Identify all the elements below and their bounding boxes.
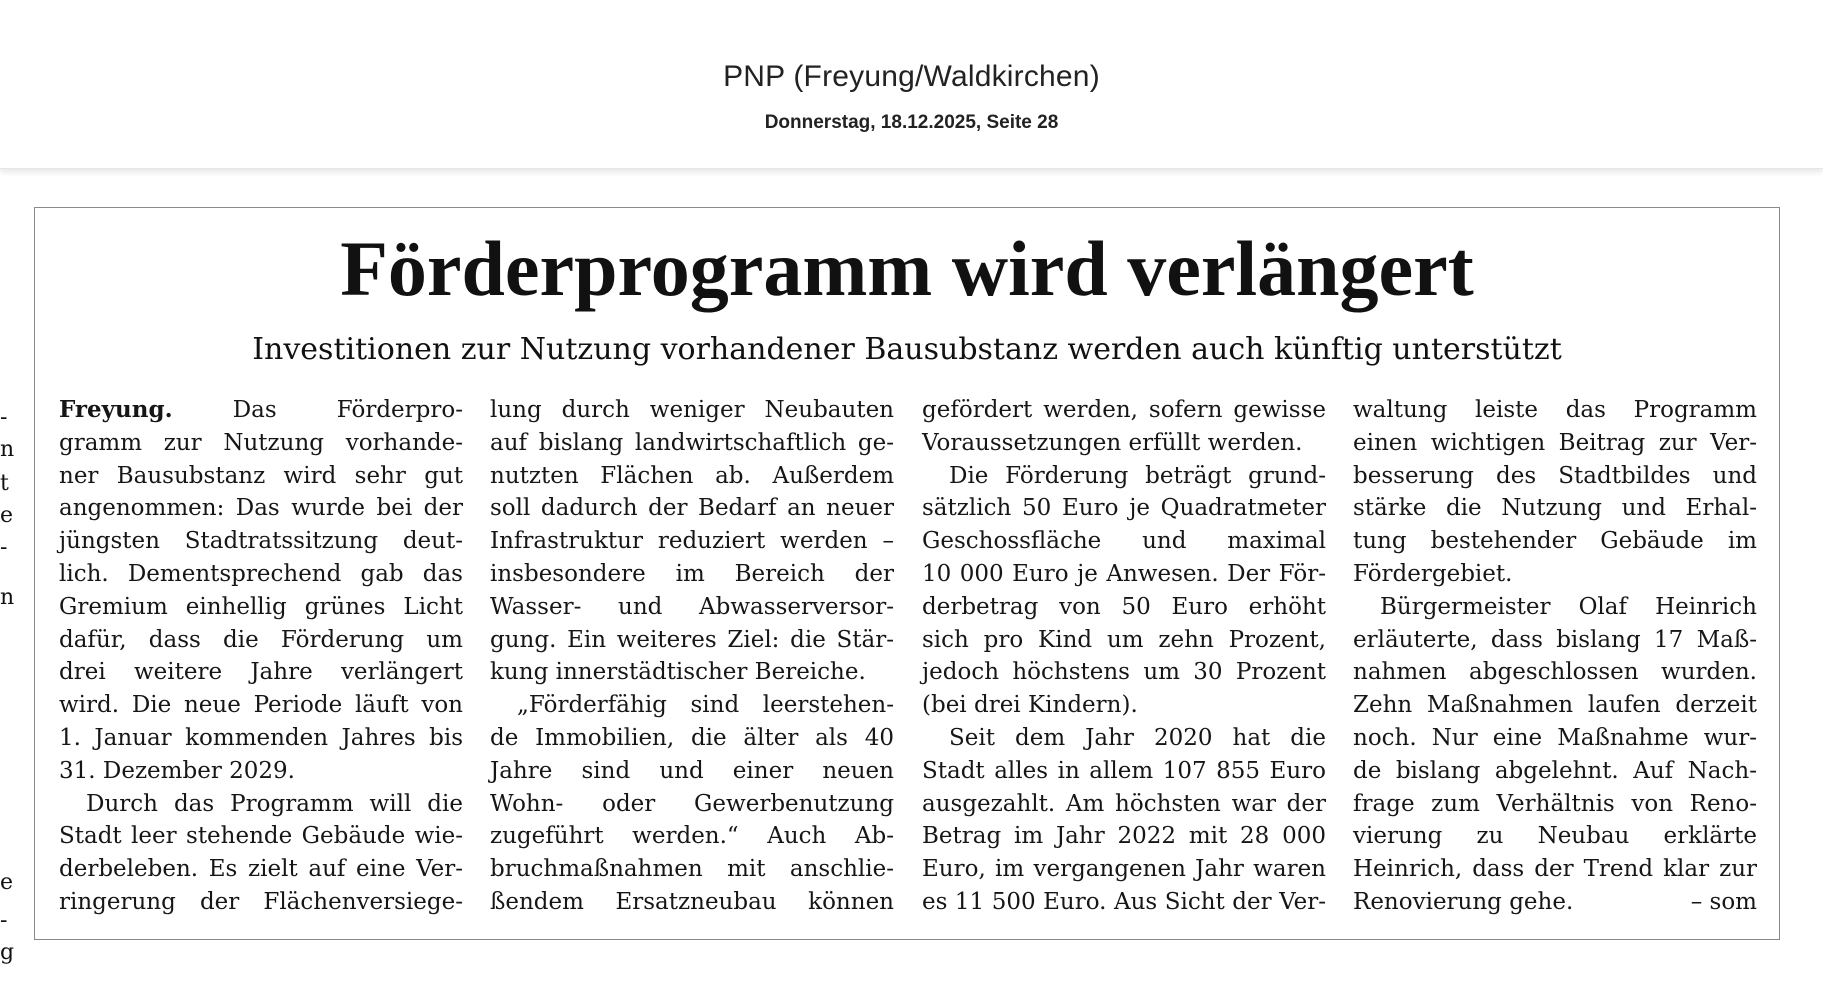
article-clipping (34, 207, 1780, 940)
text-line: wird. Die neue Periode läuft von (59, 692, 463, 719)
text-line: Wohn- oder Gewerbenutzung (490, 790, 894, 817)
text-line: de Immobilien, die älter als 40 (490, 724, 894, 751)
edge-text-fragment: n (0, 585, 15, 610)
text-line: ausgezahlt. Am höchsten war der (922, 790, 1326, 817)
text-line: noch. Nur eine Maßnahme wur- (1353, 724, 1757, 751)
author-signature: – som (1690, 888, 1757, 915)
publication-title: PNP (Freyung/Waldkirchen) (723, 60, 1100, 93)
text-line: soll dadurch der Bedarf an neuer (490, 495, 894, 522)
text-column-2 (490, 394, 894, 919)
text-line: Freyung. Das Förderpro- (59, 396, 463, 423)
text-line: nahmen abgeschlossen wurden. (1353, 659, 1757, 686)
issue-date-page: Donnerstag, 18.12.2025, Seite 28 (764, 112, 1059, 133)
text-line: Euro, im vergangenen Jahr waren (922, 856, 1326, 883)
dateline: Freyung. (59, 396, 173, 423)
text-line: frage zum Verhältnis von Reno- (1353, 790, 1757, 817)
text-line: bruchmaßnahmen mit anschlie- (490, 856, 894, 883)
text-line: einen wichtigen Beitrag zur Ver- (1353, 429, 1757, 456)
text-line: Gremium einhellig grünes Licht (59, 593, 463, 620)
text-line: waltung leiste das Programm (1353, 397, 1757, 423)
text-line: angenommen: Das wurde bei der (59, 495, 463, 522)
edge-text-fragment: n (0, 437, 15, 462)
text-line: erläuterte, dass bislang 17 Maß- (1353, 626, 1757, 653)
text-line: Renovierung gehe. – som (1353, 886, 1757, 919)
text-line: es 11 500 Euro. Aus Sicht der Ver- (922, 888, 1326, 915)
text-line: „Förderfähig sind leerstehen- (517, 692, 894, 719)
text-line: 1. Januar kommenden Jahres bis (59, 724, 463, 751)
text-line: besserung des Stadtbildes und (1353, 462, 1757, 489)
text-line: zugeführt werden.“ Auch Ab- (490, 823, 894, 850)
edge-text-fragment: - (0, 405, 8, 430)
text-column-4 (1353, 394, 1757, 919)
text-line: lich. Dementsprechend gab das (59, 560, 463, 587)
text-line: jedoch höchstens um 30 Prozent (922, 659, 1326, 686)
text-line: Betrag im Jahr 2022 mit 28 000 (922, 823, 1326, 850)
article-headline: Förderprogramm wird verlängert (340, 225, 1474, 312)
text-line: ner Bausubstanz wird sehr gut (59, 462, 463, 489)
text-line: sich pro Kind um zehn Prozent, (922, 626, 1326, 653)
text-line: derbetrag von 50 Euro erhöht (922, 593, 1326, 620)
text-line: Infrastruktur reduziert werden – (490, 528, 894, 555)
text-line: gefördert werden, sofern gewisse (922, 397, 1326, 423)
article-subheadline: Investitionen zur Nutzung vorhandener Bausubstanz werden auch künftig unterstützt (252, 332, 1562, 367)
text-line: ringerung der Flächenversiege- (59, 888, 463, 915)
text-line: ßendem Ersatzneubau können (490, 888, 894, 915)
text-line: drei weitere Jahre verlängert (59, 659, 463, 686)
text-line: Durch das Programm will die (86, 790, 463, 817)
text-line: Bürgermeister Olaf Heinrich (1380, 593, 1757, 620)
text-line: de bislang abgelehnt. Auf Nach- (1353, 757, 1757, 784)
text-line: Zehn Maßnahmen laufen derzeit (1353, 692, 1757, 719)
text-line: Stadt alles in allem 107 855 Euro (922, 757, 1326, 784)
text-line: vierung zu Neubau erklärte (1353, 823, 1757, 850)
text-line: auf bislang landwirtschaftlich ge- (490, 429, 894, 456)
edge-text-fragment: e (0, 870, 14, 895)
text-line: tung bestehender Gebäude im (1353, 528, 1757, 555)
text-line: stärke die Nutzung und Erhal- (1353, 495, 1757, 522)
text-line: jüngsten Stadtratssitzung deut- (59, 528, 463, 555)
top-bar (0, 0, 1823, 169)
text-line: kung innerstädtischer Bereiche. (490, 659, 866, 686)
text-line: (bei drei Kindern). (922, 692, 1138, 719)
text-line: Wasser- und Abwasserversor- (490, 593, 894, 620)
text-line: insbesondere im Bereich der (490, 560, 894, 587)
edge-text-fragment: - (0, 908, 8, 933)
text-line: gramm zur Nutzung vorhande- (59, 429, 463, 456)
text-line: Heinrich, dass der Trend klar zur (1353, 856, 1757, 883)
text-column-1 (59, 394, 463, 919)
text-line: lung durch weniger Neubauten (490, 397, 894, 423)
text-line: 31. Dezember 2029. (59, 757, 295, 784)
text-line: dafür, dass die Förderung um (59, 626, 463, 653)
edge-text-fragment: e (0, 503, 14, 528)
text-line: Stadt leer stehende Gebäude wie- (59, 823, 463, 850)
text-line: Voraussetzungen erfüllt werden. (922, 429, 1303, 456)
text-line: nutzten Flächen ab. Außerdem (490, 462, 894, 489)
text-line: Jahre sind und einer neuen (490, 757, 894, 784)
edge-text-fragment: - (0, 535, 8, 560)
text-line: Fördergebiet. (1353, 560, 1513, 587)
text-line: gung. Ein weiteres Ziel: die Stär- (490, 626, 894, 653)
edge-text-fragment: g (0, 940, 15, 965)
text-column-3 (922, 394, 1326, 919)
text-line: Seit dem Jahr 2020 hat die (949, 724, 1326, 751)
edge-text-fragment: t (0, 471, 9, 496)
text-line: derbeleben. Es zielt auf eine Ver- (59, 856, 463, 883)
text-line: Die Förderung beträgt grund- (949, 462, 1326, 489)
text-line: sätzlich 50 Euro je Quadratmeter (922, 495, 1326, 522)
text-line: 10 000 Euro je Anwesen. Der För- (922, 560, 1326, 587)
text-line: Geschossfläche und maximal (922, 528, 1326, 555)
